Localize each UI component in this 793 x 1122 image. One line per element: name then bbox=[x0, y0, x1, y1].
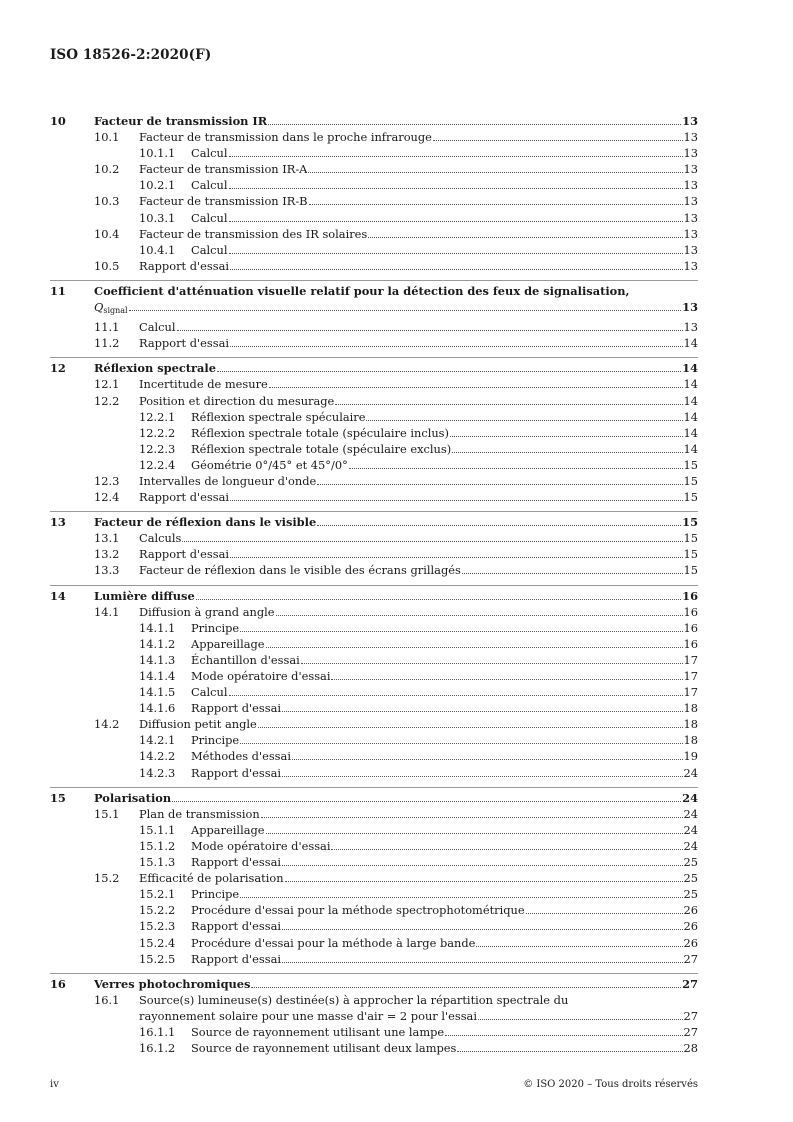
toc-leader-dots bbox=[526, 913, 683, 914]
toc-leader-dots bbox=[177, 330, 683, 331]
toc-entry-number: 10.4.1 bbox=[139, 242, 176, 257]
toc-entry-number: 14.2.2 bbox=[139, 749, 176, 764]
toc-entry-page: 14 bbox=[683, 409, 698, 424]
toc-entry[interactable] bbox=[50, 457, 698, 473]
toc-entry-title: Calcul bbox=[191, 685, 228, 700]
toc-entry-number: 11.2 bbox=[94, 336, 120, 351]
toc-leader-dots bbox=[309, 204, 683, 205]
toc-entry-title: Appareillage bbox=[191, 822, 265, 837]
toc-entry-number: 10.1 bbox=[94, 130, 120, 145]
toc-entry-page: 26 bbox=[683, 919, 698, 934]
toc-leader-dots bbox=[368, 237, 682, 238]
toc-leader-dots bbox=[258, 727, 683, 728]
toc-leader-dots bbox=[349, 468, 683, 469]
toc-entry-number: 15.1.3 bbox=[139, 855, 176, 870]
toc-entry-title: Incertitude de mesure bbox=[139, 377, 268, 392]
toc-leader-dots bbox=[462, 573, 683, 574]
toc-entry-page: 25 bbox=[683, 887, 698, 902]
toc-entry-title: Réflexion spectrale totale (spéculaire exclus) bbox=[191, 441, 452, 456]
toc-leader-dots bbox=[261, 817, 683, 818]
toc-entry[interactable] bbox=[50, 161, 698, 177]
toc-entry-page: 28 bbox=[683, 1041, 698, 1056]
toc-entry-page: 14 bbox=[683, 377, 698, 392]
toc-entry[interactable] bbox=[50, 425, 698, 441]
toc-entry-title: Source de rayonnement utilisant une lampe bbox=[191, 1024, 445, 1039]
toc-entry-title: Rapport d'essai bbox=[191, 919, 282, 934]
toc-entry-title: Géométrie 0°/45° et 45°/0° bbox=[191, 457, 348, 472]
toc-leader-dots bbox=[282, 711, 682, 712]
toc-leader-dots bbox=[196, 599, 681, 600]
toc-leader-dots bbox=[172, 801, 681, 802]
toc-leader-dots bbox=[282, 962, 682, 963]
toc-entry-number: 12.2.3 bbox=[139, 441, 176, 456]
toc-entry[interactable] bbox=[50, 441, 698, 457]
toc-entry-title: Calcul bbox=[139, 320, 176, 335]
toc-entry[interactable] bbox=[50, 530, 698, 546]
toc-entry-page: 15 bbox=[683, 563, 698, 578]
toc-entry-symbol bbox=[94, 299, 128, 319]
toc-entry[interactable] bbox=[50, 765, 698, 781]
toc-leader-dots bbox=[282, 776, 682, 777]
toc-entry-number: 10.1.1 bbox=[139, 146, 176, 161]
toc-entry-title: Diffusion à grand angle bbox=[139, 604, 275, 619]
toc-entry-number: 10.3 bbox=[94, 194, 120, 209]
toc-entry[interactable] bbox=[50, 409, 698, 425]
toc-entry-page: 13 bbox=[683, 226, 698, 241]
toc-entry-page: 13 bbox=[683, 130, 698, 145]
toc-entry[interactable] bbox=[50, 732, 698, 748]
toc-entry-page: 14 bbox=[682, 361, 698, 376]
toc-entry-page: 13 bbox=[682, 114, 698, 128]
toc-entry-title: Coefficient d'atténuation visuelle relatif pour la détection des feux de signalisation, bbox=[94, 283, 630, 298]
toc-entry-title: Polarisation bbox=[94, 790, 172, 805]
toc-leader-dots bbox=[268, 124, 681, 125]
toc-entry-number: 15.2 bbox=[94, 871, 120, 886]
toc-entry-number: 14.1.5 bbox=[139, 685, 176, 700]
toc-entry[interactable] bbox=[50, 376, 698, 392]
toc-leader-dots bbox=[317, 525, 681, 526]
toc-entry-page: 13 bbox=[683, 320, 698, 335]
toc-entry-title: Mode opératoire d'essai bbox=[191, 669, 331, 683]
toc-leader-dots bbox=[366, 420, 682, 421]
toc-entry[interactable] bbox=[50, 951, 698, 967]
toc-entry-title: Calculs bbox=[139, 531, 182, 546]
toc-entry-number: 14.2.3 bbox=[139, 765, 176, 780]
toc-leader-dots bbox=[452, 452, 682, 453]
toc-entry-page: 27 bbox=[683, 1024, 698, 1039]
toc-entry-number: 16.1.2 bbox=[139, 1041, 176, 1056]
toc-entry-page: 13 bbox=[683, 162, 698, 177]
toc-entry-title: Calcul bbox=[191, 178, 228, 193]
toc-entry-page: 16 bbox=[683, 604, 698, 619]
toc-entry-page: 13 bbox=[683, 242, 698, 257]
toc-entry-title: Plan de transmission bbox=[139, 806, 260, 821]
toc-leader-dots bbox=[308, 172, 682, 173]
toc-entry[interactable] bbox=[50, 870, 698, 886]
toc-entry[interactable] bbox=[50, 935, 698, 951]
toc-leader-dots bbox=[230, 557, 682, 558]
copyright-notice: © ISO 2020 – Tous droits réservés bbox=[523, 1079, 698, 1090]
toc-entry-number: 14.1.4 bbox=[139, 669, 176, 683]
toc-entry[interactable] bbox=[50, 129, 698, 145]
toc-leader-dots bbox=[182, 541, 682, 542]
toc-entry-title: Réflexion spectrale spéculaire bbox=[191, 409, 366, 424]
toc-entry-title: Calcul bbox=[191, 146, 228, 161]
toc-entry[interactable] bbox=[50, 511, 698, 530]
toc-entry-title: Source(s) lumineuse(s) destinée(s) à approcher la répartition spectrale du bbox=[139, 992, 569, 1007]
toc-entry-title: Rapport d'essai bbox=[191, 765, 282, 780]
toc-entry-title: Efficacité de polarisation bbox=[139, 871, 284, 886]
toc-entry-number: 14.1.2 bbox=[139, 636, 176, 651]
toc-entry[interactable] bbox=[50, 280, 698, 299]
toc-entry-number: 14.2 bbox=[94, 717, 120, 732]
toc-leader-dots bbox=[230, 500, 682, 501]
toc-entry-page: 15 bbox=[683, 531, 698, 546]
toc-entry-number: 15.2.5 bbox=[139, 951, 176, 966]
toc-entry-page: 13 bbox=[682, 300, 698, 315]
toc-leader-dots bbox=[251, 987, 681, 988]
toc-entry[interactable] bbox=[50, 113, 698, 129]
toc-leader-dots bbox=[282, 865, 682, 866]
toc-entry-title: Principe bbox=[191, 887, 240, 902]
document-header: ISO 18526-2:2020(F) bbox=[50, 47, 212, 63]
toc-leader-dots bbox=[276, 615, 683, 616]
toc-entry[interactable] bbox=[50, 242, 698, 258]
toc-leader-dots bbox=[433, 140, 683, 141]
toc-leader-dots bbox=[269, 387, 683, 388]
toc-entry-continuation[interactable] bbox=[50, 1008, 698, 1024]
toc-entry-number: 13.3 bbox=[94, 563, 120, 578]
toc-entry[interactable] bbox=[50, 716, 698, 732]
toc-entry-number: 15.2.1 bbox=[139, 887, 176, 902]
toc-entry-page: 15 bbox=[683, 490, 698, 505]
page-number: iv bbox=[50, 1079, 59, 1090]
toc-entry-number: 14 bbox=[50, 588, 66, 603]
toc-entry-title: Rapport d'essai bbox=[139, 336, 230, 351]
toc-leader-dots bbox=[478, 1019, 683, 1020]
toc-entry[interactable] bbox=[50, 822, 698, 838]
toc-entry-title: Échantillon d'essai bbox=[191, 652, 300, 667]
toc-leader-dots bbox=[331, 679, 682, 680]
toc-entry[interactable] bbox=[50, 787, 698, 806]
toc-entry[interactable] bbox=[50, 902, 698, 918]
toc-entry-page: 15 bbox=[682, 515, 698, 530]
toc-entry-number: 16.1.1 bbox=[139, 1024, 176, 1039]
toc-entry-number: 12.2.1 bbox=[139, 409, 176, 424]
toc-leader-dots bbox=[282, 929, 682, 930]
toc-entry-title: Facteur de transmission IR-B bbox=[139, 194, 308, 209]
toc-entry-number: 16 bbox=[50, 976, 66, 991]
toc-entry-page: 17 bbox=[683, 652, 698, 667]
toc-entry[interactable] bbox=[50, 886, 698, 902]
toc-entry-title: Facteur de réflexion dans le visible des écrans grillagés bbox=[139, 563, 461, 578]
toc-entry-number: 12.2.4 bbox=[139, 457, 176, 472]
toc-entry-title: Verres photochromiques bbox=[94, 976, 251, 991]
toc-leader-dots bbox=[240, 631, 682, 632]
toc-entry-title: Facteur de transmission des IR solaires bbox=[139, 226, 368, 241]
toc-entry-number: 15.2.4 bbox=[139, 935, 176, 950]
toc-leader-dots bbox=[292, 759, 683, 760]
toc-leader-dots bbox=[230, 346, 682, 347]
toc-entry-title: Rapport d'essai bbox=[139, 547, 230, 562]
toc-entry-page: 24 bbox=[683, 822, 698, 837]
toc-entry-page: 14 bbox=[683, 441, 698, 456]
toc-entry-number: 12.2 bbox=[94, 393, 120, 408]
toc-entry[interactable] bbox=[50, 357, 698, 376]
toc-entry-title: Rapport d'essai bbox=[191, 951, 282, 966]
toc-entry[interactable] bbox=[50, 177, 698, 193]
toc-leader-dots bbox=[229, 156, 683, 157]
toc-entry-title: Source de rayonnement utilisant deux lampes bbox=[191, 1041, 457, 1056]
toc-symbol-subscript: signal bbox=[103, 306, 128, 316]
toc-entry-title: Facteur de transmission IR-A bbox=[139, 162, 308, 177]
toc-entry-title: Réflexion spectrale totale (spéculaire inclus) bbox=[191, 425, 449, 440]
toc-entry-title: Mode opératoire d'essai bbox=[191, 838, 331, 853]
toc-leader-dots bbox=[229, 695, 683, 696]
toc-entry[interactable] bbox=[50, 258, 698, 274]
toc-leader-dots bbox=[240, 743, 682, 744]
toc-leader-dots bbox=[301, 663, 683, 664]
toc-entry-title: Facteur de réflexion dans le visible bbox=[94, 515, 317, 530]
toc-leader-dots bbox=[217, 371, 681, 372]
toc-entry-page: 17 bbox=[683, 669, 698, 683]
toc-leader-dots bbox=[445, 1035, 682, 1036]
toc-entry-page: 13 bbox=[683, 194, 698, 209]
toc-entry-title: Appareillage bbox=[191, 636, 265, 651]
toc-entry-number: 10 bbox=[50, 114, 66, 128]
toc-entry-number: 14.1 bbox=[94, 604, 120, 619]
toc-entry-number: 14.1.3 bbox=[139, 652, 176, 667]
toc-entry-number: 11.1 bbox=[94, 320, 120, 335]
toc-leader-dots bbox=[230, 269, 682, 270]
toc-entry-page: 26 bbox=[683, 935, 698, 950]
toc-entry[interactable] bbox=[50, 748, 698, 764]
toc-entry[interactable] bbox=[50, 319, 698, 335]
toc-entry[interactable] bbox=[50, 1040, 698, 1056]
toc-entry-number: 13.2 bbox=[94, 547, 120, 562]
toc-entry-title: Rapport d'essai bbox=[191, 855, 282, 870]
toc-entry-title: Calcul bbox=[191, 242, 228, 257]
toc-entry-title: Position et direction du mesurage bbox=[139, 393, 335, 408]
toc-entry-title: Procédure d'essai pour la méthode à large bande bbox=[191, 935, 476, 950]
toc-entry[interactable] bbox=[50, 145, 698, 161]
toc-entry[interactable] bbox=[50, 700, 698, 716]
toc-entry-number: 12 bbox=[50, 361, 66, 376]
toc-entry-title: Rapport d'essai bbox=[191, 701, 282, 716]
toc-entry-number: 15.1 bbox=[94, 806, 120, 821]
toc-entry[interactable] bbox=[50, 652, 698, 668]
table-of-contents bbox=[50, 113, 698, 1056]
toc-entry-title: Intervalles de longueur d'onde bbox=[139, 473, 317, 488]
toc-entry[interactable] bbox=[50, 335, 698, 351]
toc-leader-dots bbox=[450, 436, 683, 437]
toc-leader-dots bbox=[331, 849, 682, 850]
toc-entry-title: Rapport d'essai bbox=[139, 490, 230, 505]
toc-entry-continuation[interactable] bbox=[50, 299, 698, 319]
toc-entry-title: Rapport d'essai bbox=[139, 258, 230, 273]
toc-entry-number: 15.1.1 bbox=[139, 822, 176, 837]
toc-entry-page: 15 bbox=[683, 473, 698, 488]
toc-entry[interactable] bbox=[50, 473, 698, 489]
toc-leader-dots bbox=[476, 946, 682, 947]
toc-entry-page: 27 bbox=[683, 1008, 698, 1023]
toc-entry[interactable] bbox=[50, 489, 698, 505]
toc-entry-page: 26 bbox=[683, 903, 698, 918]
toc-entry-title: Diffusion petit angle bbox=[139, 717, 257, 732]
toc-entry[interactable] bbox=[50, 193, 698, 209]
toc-entry-page: 18 bbox=[683, 717, 698, 732]
toc-entry-page: 14 bbox=[683, 336, 698, 351]
toc-entry[interactable] bbox=[50, 636, 698, 652]
toc-entry-page: 14 bbox=[683, 393, 698, 408]
toc-entry-page: 24 bbox=[682, 790, 698, 805]
toc-entry-title: Calcul bbox=[191, 210, 228, 225]
toc-entry-page: 16 bbox=[683, 620, 698, 635]
toc-entry-page: 16 bbox=[682, 588, 698, 603]
toc-entry-number: 14.1.6 bbox=[139, 701, 176, 716]
toc-leader-dots bbox=[229, 221, 683, 222]
toc-entry-number: 14.1.1 bbox=[139, 620, 176, 635]
toc-entry-title: Réflexion spectrale bbox=[94, 361, 216, 376]
toc-entry-page: 13 bbox=[683, 258, 698, 273]
toc-entry-page: 18 bbox=[683, 701, 698, 716]
toc-entry-title: Lumière diffuse bbox=[94, 588, 195, 603]
toc-entry-number: 15 bbox=[50, 790, 66, 805]
toc-entry-title: Principe bbox=[191, 620, 240, 635]
toc-entry-title: Facteur de transmission IR bbox=[94, 114, 268, 128]
toc-entry-page: 27 bbox=[683, 951, 698, 966]
toc-entry[interactable] bbox=[50, 1024, 698, 1040]
toc-entry-title: Procédure d'essai pour la méthode spectrophotométrique bbox=[191, 903, 525, 918]
toc-leader-dots bbox=[285, 881, 683, 882]
toc-entry-number: 11 bbox=[50, 283, 66, 298]
toc-entry-page: 13 bbox=[683, 146, 698, 161]
toc-entry[interactable] bbox=[50, 973, 698, 992]
toc-entry-number: 10.2 bbox=[94, 162, 120, 177]
toc-entry-number: 10.4 bbox=[94, 226, 120, 241]
toc-entry[interactable] bbox=[50, 854, 698, 870]
toc-entry-number: 14.2.1 bbox=[139, 733, 176, 748]
toc-entry-page: 25 bbox=[683, 871, 698, 886]
toc-entry-page: 24 bbox=[683, 838, 698, 853]
toc-entry-number: 10.2.1 bbox=[139, 178, 176, 193]
toc-entry[interactable] bbox=[50, 604, 698, 620]
toc-entry-number: 12.3 bbox=[94, 473, 120, 488]
toc-entry-page: 16 bbox=[683, 636, 698, 651]
toc-leader-dots bbox=[240, 897, 682, 898]
toc-entry-page: 25 bbox=[683, 855, 698, 870]
toc-entry-number: 10.3.1 bbox=[139, 210, 176, 225]
toc-entry-page: 13 bbox=[683, 178, 698, 193]
toc-entry[interactable] bbox=[50, 838, 698, 854]
toc-entry[interactable] bbox=[50, 992, 698, 1008]
toc-entry[interactable] bbox=[50, 210, 698, 226]
toc-leader-dots bbox=[229, 253, 683, 254]
toc-entry-title: Principe bbox=[191, 733, 240, 748]
toc-entry-number: 15.1.2 bbox=[139, 838, 176, 853]
toc-entry-number: 13 bbox=[50, 515, 66, 530]
toc-entry[interactable] bbox=[50, 806, 698, 822]
toc-entry-page: 15 bbox=[683, 457, 698, 472]
toc-leader-dots bbox=[317, 484, 682, 485]
toc-leader-dots bbox=[229, 188, 683, 189]
toc-entry-page: 15 bbox=[683, 547, 698, 562]
toc-entry-page: 13 bbox=[683, 210, 698, 225]
toc-entry[interactable] bbox=[50, 668, 698, 684]
toc-entry-number: 12.4 bbox=[94, 490, 120, 505]
toc-entry-number: 15.2.2 bbox=[139, 903, 176, 918]
toc-symbol-letter: Q bbox=[94, 300, 104, 315]
toc-entry[interactable] bbox=[50, 620, 698, 636]
toc-leader-dots bbox=[266, 833, 683, 834]
toc-entry-page: 17 bbox=[683, 685, 698, 700]
toc-leader-dots bbox=[335, 404, 682, 405]
toc-entry-number: 12.1 bbox=[94, 377, 120, 392]
toc-entry-page: 24 bbox=[683, 765, 698, 780]
toc-entry[interactable] bbox=[50, 918, 698, 934]
toc-entry[interactable] bbox=[50, 585, 698, 604]
toc-entry-number: 16.1 bbox=[94, 992, 120, 1007]
toc-entry[interactable] bbox=[50, 393, 698, 409]
toc-entry-number: 15.2.3 bbox=[139, 919, 176, 934]
toc-entry-page: 24 bbox=[683, 806, 698, 821]
toc-entry[interactable] bbox=[50, 226, 698, 242]
toc-entry-page: 19 bbox=[683, 749, 698, 764]
toc-entry[interactable] bbox=[50, 562, 698, 578]
toc-leader-dots bbox=[457, 1051, 682, 1052]
toc-leader-dots bbox=[266, 647, 683, 648]
toc-entry-number: 10.5 bbox=[94, 258, 120, 273]
toc-entry[interactable] bbox=[50, 684, 698, 700]
toc-entry-title-continued: rayonnement solaire pour une masse d'air = 2 pour l'essai bbox=[139, 1008, 477, 1023]
toc-entry-page: 14 bbox=[683, 425, 698, 440]
toc-leader-dots bbox=[129, 310, 682, 311]
toc-entry-page: 27 bbox=[682, 976, 698, 991]
toc-entry-number: 13.1 bbox=[94, 531, 120, 546]
toc-entry-page: 18 bbox=[683, 733, 698, 748]
toc-entry-title: Méthodes d'essai bbox=[191, 749, 291, 764]
toc-entry-title: Facteur de transmission dans le proche infrarouge bbox=[139, 130, 432, 145]
toc-entry[interactable] bbox=[50, 546, 698, 562]
toc-entry-number: 12.2.2 bbox=[139, 425, 176, 440]
